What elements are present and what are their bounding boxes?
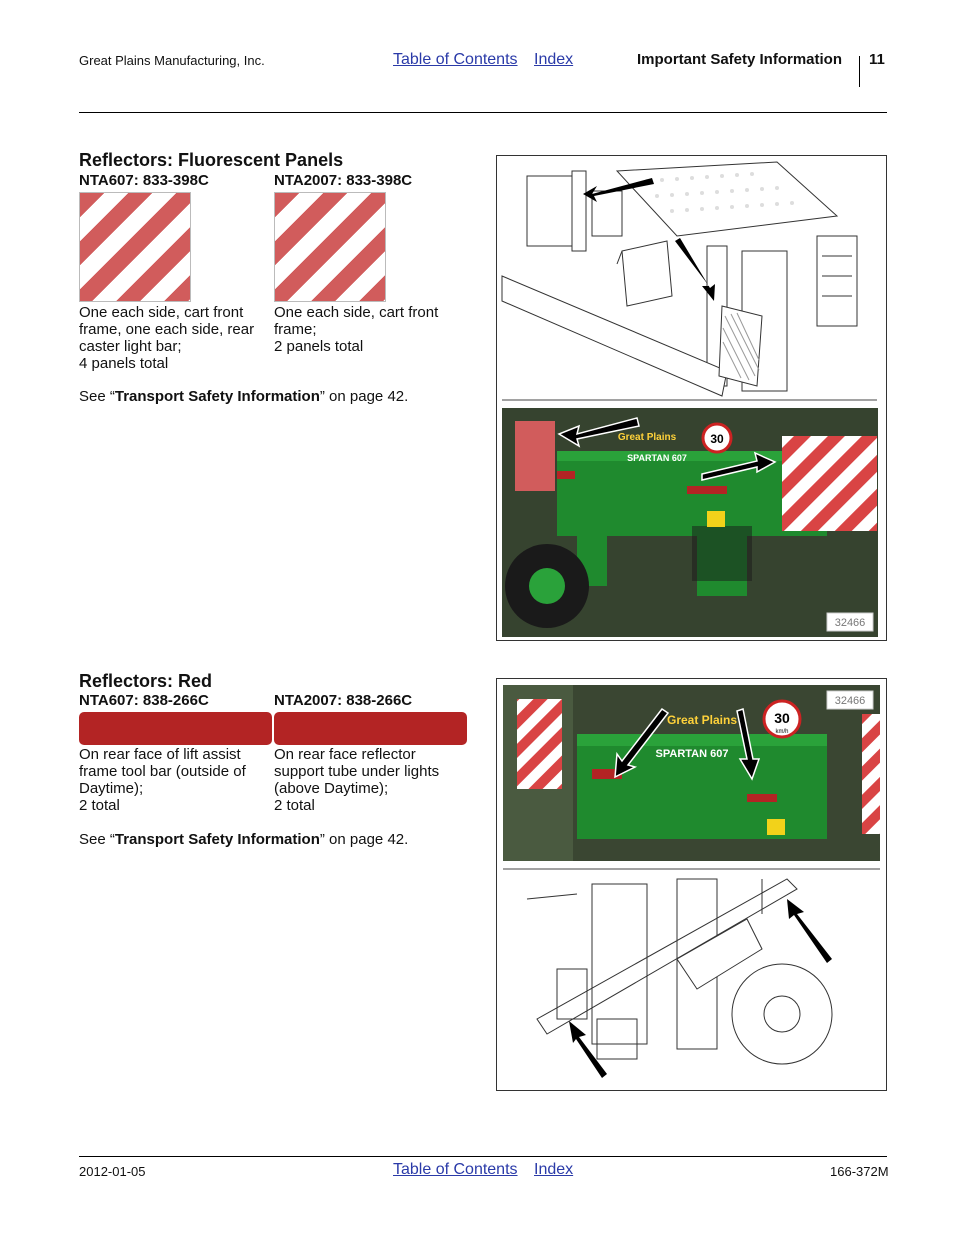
- description-nta607: One each side, cart front frame, one each side, rear caster light bar; 4 panels total: [79, 304, 255, 372]
- brand-decal: Great Plains: [666, 713, 738, 727]
- section-title: Important Safety Information: [637, 51, 843, 68]
- part-number-nta2007-red: NTA2007: 838-266C: [274, 692, 413, 709]
- fluorescent-panel-swatch: [274, 192, 386, 302]
- model-decal: SPARTAN 607: [655, 748, 729, 760]
- figure-fluorescent-art: [497, 156, 886, 640]
- transport-safety-link: Transport Safety Information: [114, 831, 320, 848]
- section-heading-fluorescent: Reflectors: Fluorescent Panels: [79, 150, 344, 170]
- header-rule: [79, 112, 887, 113]
- footer-date: 2012-01-05: [79, 1164, 146, 1179]
- index-link[interactable]: Index: [534, 51, 574, 68]
- description-nta2007: One each side, cart front frame; 2 panels total: [274, 304, 439, 355]
- see-reference-red: See “Transport Safety Information” on page 42.: [79, 831, 409, 848]
- footer-toc-link[interactable]: Table of Contents: [393, 1161, 518, 1178]
- brand-decal: Great Plains: [617, 432, 677, 443]
- red-reflector-swatch: [274, 712, 467, 745]
- photo-id-label: 32466: [834, 695, 866, 707]
- figure-red: [496, 678, 887, 1091]
- description-nta2007-red: On rear face reflector support tube under lights (above Daytime); 2 total: [274, 746, 440, 814]
- page-number: 11: [869, 51, 885, 68]
- part-number-nta607: NTA607: 833-398C: [79, 172, 209, 189]
- part-number-nta2007: NTA2007: 833-398C: [274, 172, 413, 189]
- model-decal: SPARTAN 607: [627, 453, 687, 463]
- company-name: Great Plains Manufacturing, Inc.: [79, 53, 265, 68]
- part-number-nta607-red: NTA607: 838-266C: [79, 692, 209, 709]
- section-heading-red: Reflectors: Red: [79, 671, 213, 691]
- fluorescent-panel-swatch: [79, 192, 191, 302]
- document-number: 166-372M: [830, 1164, 889, 1179]
- footer-index-link[interactable]: Index: [534, 1161, 574, 1178]
- red-reflector-swatch: [79, 712, 272, 745]
- header-divider: [859, 56, 860, 87]
- svg-text:30: 30: [710, 432, 724, 446]
- figure-red-art: [497, 679, 886, 1090]
- toc-link[interactable]: Table of Contents: [393, 51, 518, 68]
- footer-rule: [79, 1156, 887, 1157]
- svg-text:30: 30: [774, 710, 790, 726]
- transport-safety-link: Transport Safety Information: [114, 388, 320, 405]
- svg-text:km/h: km/h: [775, 729, 789, 735]
- photo-id-label: 32466: [834, 617, 866, 629]
- description-nta607-red: On rear face of lift assist frame tool bar (outside of Daytime); 2 total: [79, 746, 246, 814]
- see-reference: See “Transport Safety Information” on page 42.: [79, 388, 409, 405]
- figure-fluorescent: [496, 155, 887, 641]
